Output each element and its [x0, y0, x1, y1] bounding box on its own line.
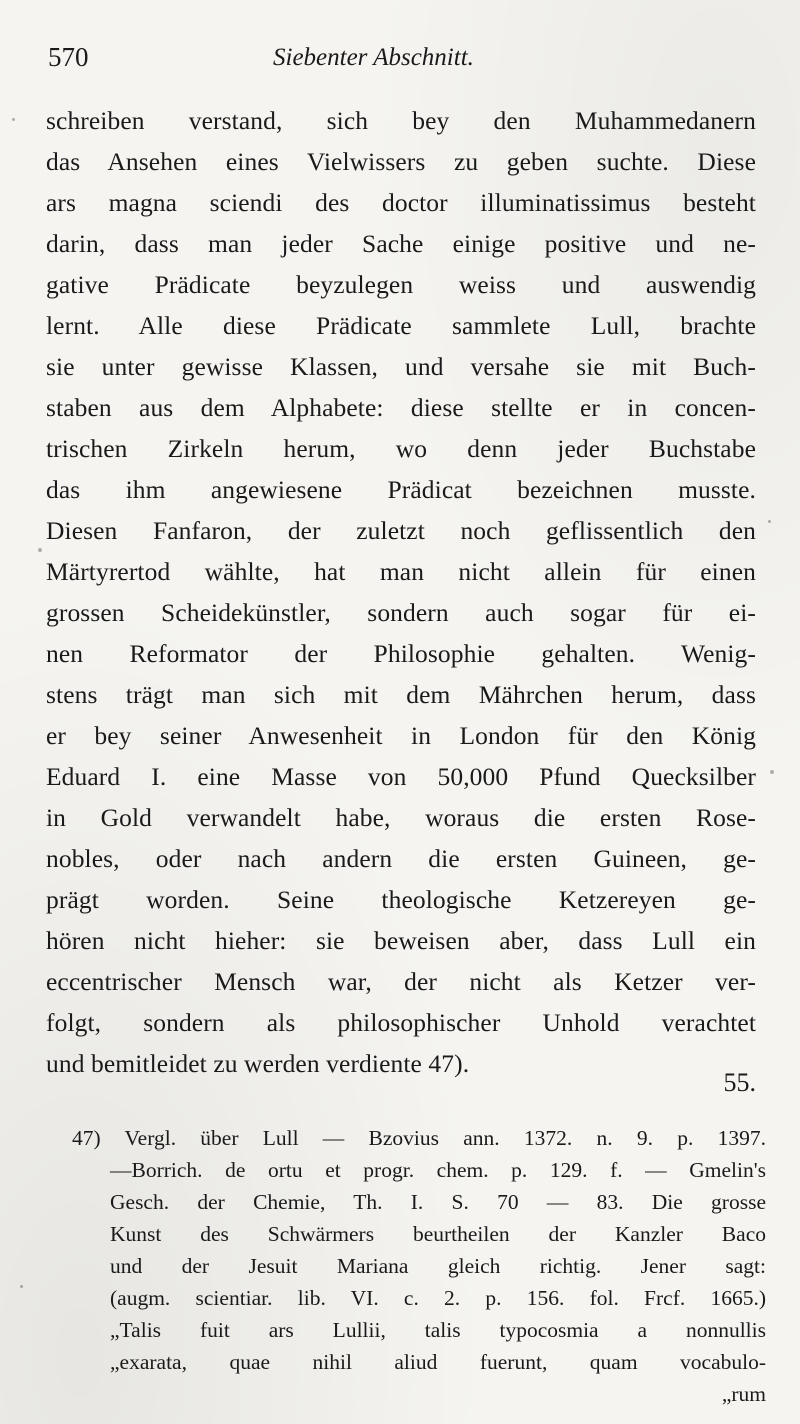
text-line: und bemitleidet zu werden verdiente 47). — [46, 1049, 470, 1078]
text-line: schreiben verstand, sich bey den Muhammedanern — [46, 106, 756, 135]
page-header — [48, 42, 758, 82]
footnote-line: 47) Vergl. über Lull — Bzovius ann. 1372. n. 9. p. 1397. — [72, 1126, 766, 1150]
footnote-line: und der Jesuit Mariana gleich richtig. Jener sagt: — [110, 1254, 766, 1278]
text-line: prägt worden. Seine theologische Ketzereyen ge- — [46, 885, 756, 914]
text-line: er bey seiner Anwesenheit in London für den König — [46, 721, 756, 750]
text-line: darin, dass man jeder Sache einige positive und ne- — [46, 229, 756, 258]
footnote-line: (augm. scientiar. lib. VI. c. 2. p. 156. fol. Frcf. 1665.) — [110, 1286, 766, 1310]
main-text-block — [46, 100, 756, 1084]
footnote-line: „rum — [721, 1382, 766, 1406]
footnote-line: „Talis fuit ars Lullii, talis typocosmia a nonnullis — [110, 1318, 766, 1342]
footnote-line: Kunst des Schwärmers beurtheilen der Kanzler Baco — [110, 1222, 766, 1246]
ink-speck — [770, 770, 774, 774]
text-line: in Gold verwandelt habe, woraus die ersten Rose- — [46, 803, 756, 832]
text-line: ars magna sciendi des doctor illuminatissimus besteht — [46, 188, 756, 217]
text-line: Eduard I. eine Masse von 50,000 Pfund Quecksilber — [46, 762, 756, 791]
footnote-line: —Borrich. de ortu et progr. chem. p. 129. f. — Gmelin's — [110, 1158, 766, 1182]
text-line: Diesen Fanfaron, der zuletzt noch geflissentlich den — [46, 516, 756, 545]
text-line: grossen Scheidekünstler, sondern auch sogar für ei- — [46, 598, 756, 627]
page-number: 570 — [48, 42, 89, 72]
text-line: gative Prädicate beyzulegen weiss und auswendig — [46, 270, 756, 299]
section-number: 55. — [723, 1068, 756, 1097]
text-line: nobles, oder nach andern die ersten Guineen, ge- — [46, 844, 756, 873]
ink-speck — [20, 1285, 23, 1288]
footnote-block — [72, 1122, 766, 1410]
text-line: trischen Zirkeln herum, wo denn jeder Buchstabe — [46, 434, 756, 463]
text-line: Märtyrertod wählte, hat man nicht allein für einen — [46, 557, 756, 586]
footnote-line: Gesch. der Chemie, Th. I. S. 70 — 83. Die grosse — [110, 1190, 766, 1214]
running-head: Siebenter Abschnitt. — [273, 44, 474, 71]
text-line: eccentrischer Mensch war, der nicht als Ketzer ver- — [46, 967, 756, 996]
ink-speck — [38, 548, 42, 552]
ink-speck — [768, 520, 771, 523]
text-line: folgt, sondern als philosophischer Unhold verachtet — [46, 1008, 756, 1037]
text-line: lernt. Alle diese Prädicate sammlete Lull, brachte — [46, 311, 756, 340]
text-line: das Ansehen eines Vielwissers zu geben suchte. Diese — [46, 147, 756, 176]
text-line: sie unter gewisse Klassen, und versahe sie mit Buch- — [46, 352, 756, 381]
text-line: nen Reformator der Philosophie gehalten. Wenig- — [46, 639, 756, 668]
footnote-line: „exarata, quae nihil aliud fuerunt, quam vocabulo- — [110, 1350, 766, 1374]
text-line: staben aus dem Alphabete: diese stellte er in concen- — [46, 393, 756, 422]
text-line: stens trägt man sich mit dem Mährchen herum, dass — [46, 680, 756, 709]
ink-speck — [12, 118, 15, 121]
text-line: das ihm angewiesene Prädicat bezeichnen musste. — [46, 475, 756, 504]
text-line: hören nicht hieher: sie beweisen aber, dass Lull ein — [46, 926, 756, 955]
